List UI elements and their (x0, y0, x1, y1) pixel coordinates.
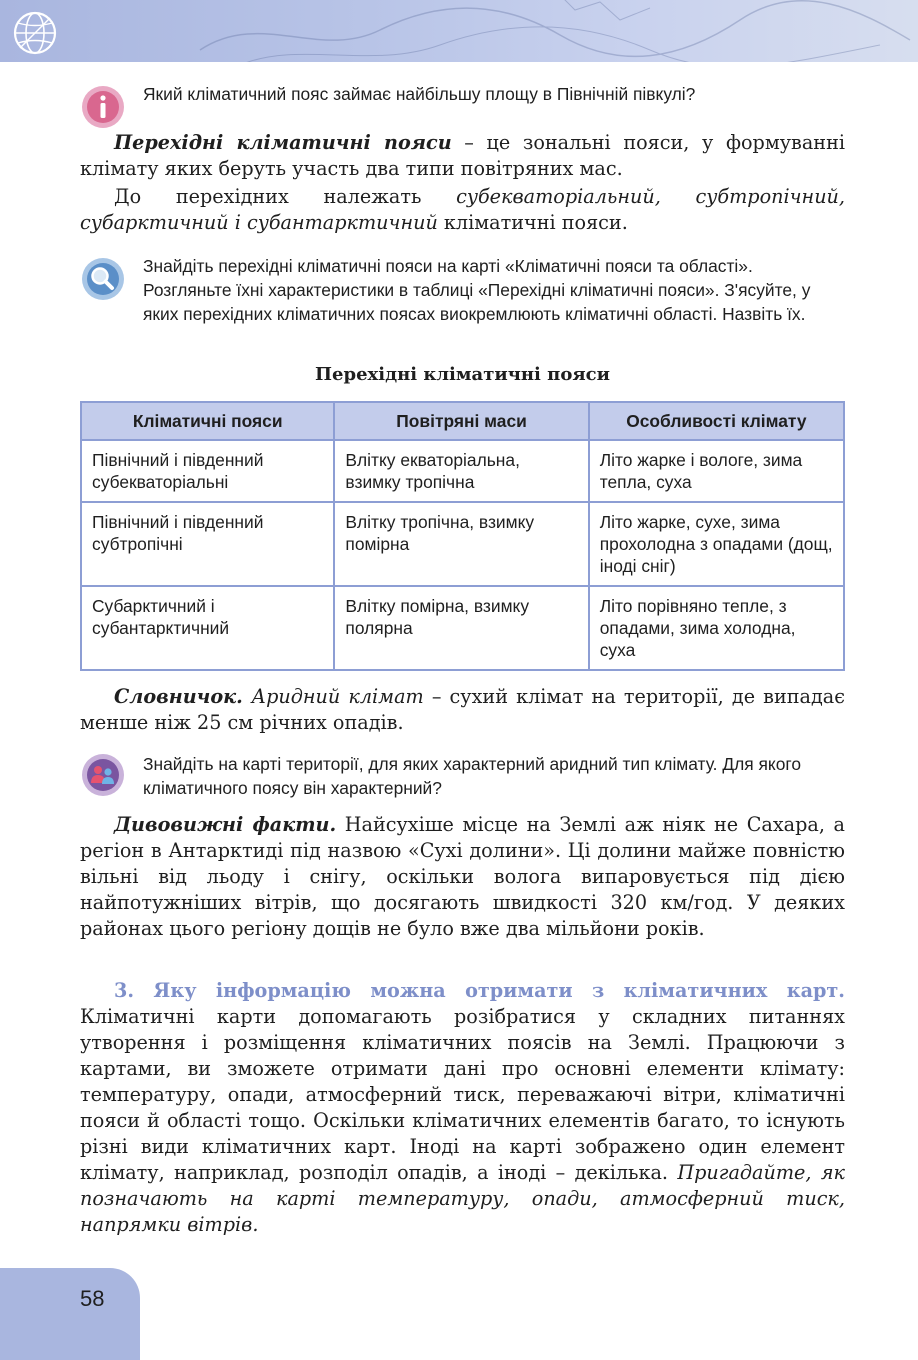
table-header-cell: Кліматичні пояси (81, 402, 334, 440)
table-cell: Північний і південний субтропічні (81, 502, 334, 586)
task-find-belts: Знайдіть перехідні кліматичні пояси на карті «Кліматичні пояси та області». Розгляньте їхні характеристики в таблиці «Перехідні кліматичні пояси». З'ясуйте, у яких перехідних кліматичних поясах виокремлюють кліматичні області. Назвіть їх. (143, 256, 811, 324)
section-3-paragraph (80, 978, 845, 1238)
table-cell: Влітку тропічна, взимку помірна (334, 502, 588, 586)
transitional-list: субекваторіальний, субтропічний, субарктичний і субантарктичний (80, 185, 846, 234)
definition-paragraph (80, 130, 845, 182)
table-cell: Влітку екваторіальна, взимку тропічна (334, 440, 588, 502)
glossary-text: – сухий клімат на території, де випадає менше ніж 25 см річних опадів. (80, 685, 845, 734)
table-title: Перехідні кліматичні пояси (315, 364, 610, 385)
climate-belts-table (80, 401, 845, 671)
glossary-paragraph: Словничок. Аридний клімат – сухий клімат на території, де випадає менше ніж 25 см річних опадів. (80, 685, 845, 734)
transitional-belts-paragraph (80, 184, 845, 236)
question-largest-belt: Який кліматичний пояс займає найбільшу площу в Північній півкулі? (143, 84, 696, 104)
table-cell: Літо жарке і вологе, зима тепла, суха (589, 440, 844, 502)
table-header-cell: Особливості клімату (589, 402, 844, 440)
transitional-tail: кліматичні пояси. (437, 211, 628, 234)
group-work-icon (80, 752, 126, 798)
section-3-task: Пригадайте, як позначають на карті температуру, опади, атмосферний тиск, напрямки вітрів. (80, 1161, 845, 1236)
page-number: 58 (80, 1286, 105, 1311)
table-cell: Літо жарке, сухе, зима прохолодна з опадами (дощ, іноді сніг) (589, 502, 844, 586)
facts-text: Найсухіше місце на Землі аж ніяк не Сахара, а регіон в Антарктиді під назвою «Сухі долини». Ці долини майже повністю вільні від льоду і снігу, оскільки волога випаровується під дією найпотужніших вітрів, що досягають швидкості 320 км/год. У деяких районах цього регіону дощів не було вже два мільйони років. (80, 813, 845, 940)
glossary-label: Словничок (114, 685, 237, 708)
table-row (81, 586, 844, 670)
task-arid-territories: Знайдіть на карті території, для яких характерний аридний тип клімату. Для якого кліматичного поясу він характерний? (143, 754, 802, 798)
table-cell: Влітку помірна, взимку полярна (334, 586, 588, 670)
facts-label: Дивовижні факти (114, 813, 330, 836)
amazing-facts-paragraph: Дивовижні факти. Найсухіше місце на Землі аж ніяк не Сахара, а регіон в Антарктиді під назвою «Сухі долини». Ці долини майже повністю вільні від льоду і снігу, оскільки волога випаровується під дією найпотужніших вітрів, що досягають швидкості 320 км/год. У деяких районах цього регіону дощів не було вже два мільйони років. (80, 813, 845, 940)
table-row (81, 440, 844, 502)
map-background-decoration (180, 0, 918, 62)
table-cell: Субарктичний і субантарктичний (81, 586, 334, 670)
globe-icon (12, 10, 58, 56)
definition-term: Перехідні кліматичні пояси (114, 131, 452, 154)
page-number-tab (0, 1268, 140, 1360)
section-3-text: Кліматичні карти допомагають розібратися у складних питаннях утворення і розміщення кліматичних поясів на Землі. Працюючи з картами, ви зможете отримати дані про основні елементи клімату: температуру, опади, атмосферний тиск, переважаючі вітри, кліматичні пояси й області тощо. Оскільки кліматичних елементів багато, то існують різні види кліматичних карт. Іноді на карті зображено один елемент клімату, наприклад, розподіл опадів, а іноді – декілька. (80, 1005, 845, 1184)
table-cell: Літо порівняно тепле, з опадами, зима холодна, суха (589, 586, 844, 670)
table-cell: Північний і південний субекваторіальні (81, 440, 334, 502)
table-header-cell: Повітряні маси (334, 402, 588, 440)
definition-text: – це зональні пояси, у формуванні клімату яких беруть участь два типи повітряних мас. (80, 131, 845, 180)
header-band (0, 0, 918, 62)
magnifier-icon (80, 256, 126, 302)
transitional-lead: До перехідних належать (114, 185, 457, 208)
glossary-term: Аридний клімат (251, 685, 424, 708)
section-3-heading: 3. Яку інформацію можна отримати з кліматичних карт. (114, 979, 845, 1002)
table-row (81, 502, 844, 586)
info-icon (80, 84, 126, 130)
table-header-row (81, 402, 844, 440)
